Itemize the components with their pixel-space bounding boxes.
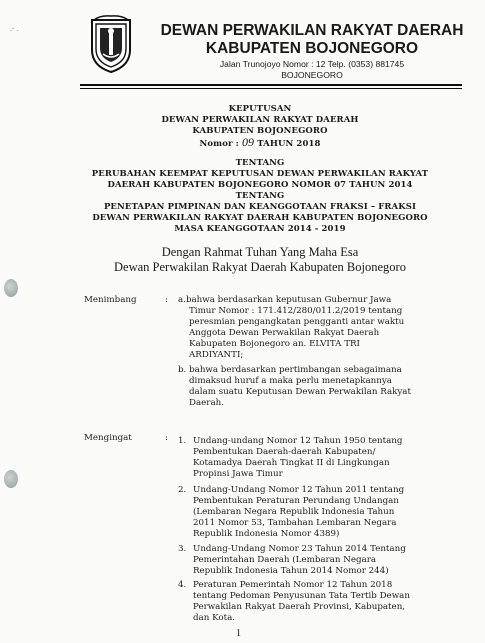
subject-line: PERUBAHAN KEEMPAT KEPUTUSAN DEWAN PERWAKILAN RAKYAT xyxy=(91,169,429,179)
mengingat-item-line: Undang-undang Nomor 12 Tahun 1950 tentang xyxy=(193,436,403,446)
decision-heading: KEPUTUSAN xyxy=(228,104,292,114)
decision-regency: KABUPATEN BOJONEGORO xyxy=(192,126,328,136)
mengingat-item-line: (Lembaran Negara Republik Indonesia Tahun xyxy=(193,507,395,517)
mengingat-item-line: Kotamadya Daerah Tingkat II di Lingkungan xyxy=(193,458,390,468)
menimbang-b-line: dalam suatu Keputusan Dewan Perwakilan Rakyat xyxy=(189,387,411,397)
invocation-line: Dewan Perwakilan Rakyat Daerah Kabupaten Bojonegoro xyxy=(114,260,406,274)
invocation-line: Dengan Rahmat Tuhan Yang Maha Esa xyxy=(161,245,359,259)
regency-crest-icon xyxy=(86,14,136,74)
mengingat-item-line: Undang-Undang Nomor 12 Tahun 2011 tentang xyxy=(193,485,405,495)
subject-line: DEWAN PERWAKILAN RAKYAT DAERAH KABUPATEN BOJONEGORO xyxy=(92,213,428,223)
menimbang-colon: : xyxy=(165,295,168,305)
mengingat-item-line: Republik Indonesia Tahun 2014 Nomor 244) xyxy=(193,566,389,576)
subject-tentang-1: TENTANG xyxy=(235,158,285,168)
menimbang-b-line: b. bahwa berdasarkan pertimbangan sebagaimana xyxy=(178,365,402,375)
decision-number: Nomor : 09 TAHUN 2018 xyxy=(199,135,321,149)
scan-specks: ·ˇ · xyxy=(10,28,19,35)
punch-hole-icon xyxy=(4,279,18,297)
mengingat-item-line: dan Kota. xyxy=(193,613,236,623)
mengingat-item-line: Pembentukan Peraturan Perundang Undangan xyxy=(193,496,399,506)
mengingat-item-line: Pembentukan Daerah-daerah Kabupaten/ xyxy=(193,447,376,457)
menimbang-b-line: dimaksud huruf a maka perlu menetapkannya xyxy=(189,376,392,386)
menimbang-a-line: Timur Nomor : 171.412/280/011.2/2019 tentang xyxy=(189,306,403,316)
subject-line: DAERAH KABUPATEN BOJONEGORO NOMOR 07 TAHUN 2014 xyxy=(107,180,413,190)
menimbang-a-line: peresmian pengangkatan pengganti antar waktu xyxy=(189,317,405,327)
menimbang-b-line: Daerah. xyxy=(189,398,224,408)
mengingat-label: Mengingat xyxy=(84,433,132,443)
regency-name: KABUPATEN BOJONEGORO xyxy=(205,40,419,57)
mengingat-item-line: Perwakilan Rakyat Daerah Provinsi, Kabupaten, xyxy=(193,602,406,612)
menimbang-a-line: a.bahwa berdasarkan keputusan Gubernur Jawa xyxy=(178,295,392,305)
menimbang-a-line: Kabupaten Bojonegoro an. ELVITA TRI xyxy=(189,339,360,349)
address-line: Jalan Trunojoyo Nomor : 12 Telp. (0353) 881745 xyxy=(219,59,405,69)
mengingat-item-line: Undang-Undang Nomor 23 Tahun 2014 Tentang xyxy=(193,544,406,554)
subject-line: MASA KEANGGOTAAN 2014 - 2019 xyxy=(174,224,346,234)
menimbang-a-line: Anggota Dewan Perwakilan Rakyat Daerah xyxy=(189,328,380,338)
page-number: 1 xyxy=(236,628,241,639)
decision-body: DEWAN PERWAKILAN RAKYAT DAERAH xyxy=(161,115,359,125)
item-number: 2. xyxy=(178,485,187,495)
subject-line: PENETAPAN PIMPINAN DAN KEANGGOTAAN FRAKSI – FRAKSI xyxy=(103,202,417,212)
item-number: 4. xyxy=(178,580,187,590)
mengingat-item-line: 2011 Nomor 53, Tambahan Lembaran Negara xyxy=(193,518,397,528)
item-number: 1. xyxy=(178,436,187,446)
subject-tentang-2: TENTANG xyxy=(235,191,285,201)
handwritten-number: 09 xyxy=(241,135,255,149)
mengingat-item-line: Peraturan Pemerintah Nomor 12 Tahun 2018 xyxy=(193,580,393,590)
mengingat-colon: : xyxy=(165,433,168,443)
city-line: BOJONEGORO xyxy=(281,70,343,80)
letterhead-rule xyxy=(80,84,462,86)
mengingat-item-line: tentang Pedoman Penyusunan Tata Tertib Dewan xyxy=(193,591,410,601)
item-number: 3. xyxy=(178,544,187,554)
mengingat-item-line: Pemerintahan Daerah (Lembaran Negara xyxy=(193,555,377,565)
punch-hole-icon xyxy=(4,470,18,488)
mengingat-item-line: Propinsi Jawa Timur xyxy=(193,469,283,479)
menimbang-label: Menimbang xyxy=(84,295,137,305)
letterhead-rule-thin xyxy=(80,88,462,89)
menimbang-a-line: ARDIYANTI; xyxy=(189,350,244,360)
institution-name: DEWAN PERWAKILAN RAKYAT DAERAH xyxy=(160,22,464,39)
mengingat-item-line: Republik Indonesia Nomor 4389) xyxy=(193,529,340,539)
